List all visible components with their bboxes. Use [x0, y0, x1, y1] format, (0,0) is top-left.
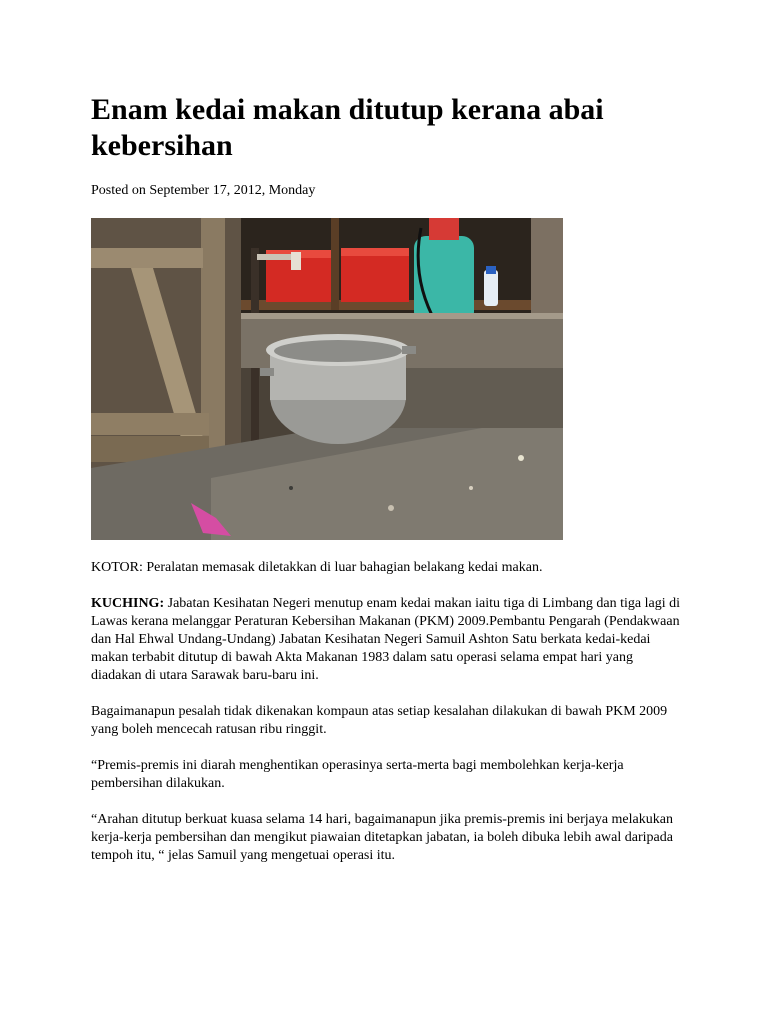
dateline: KUCHING: — [91, 596, 165, 611]
article-paragraph-1 — [91, 595, 681, 685]
article-paragraph-2: Bagaimanapun pesalah tidak dikenakan kompaun atas setiap kesalahan dilakukan di bawah PKM 2009 yang boleh mencecah ratusan ribu ringgit. — [91, 704, 668, 737]
article-title: Enam kedai makan ditutup kerana abai kebersihan — [91, 93, 604, 162]
article-photo — [91, 218, 563, 540]
photo-caption: KOTOR: Peralatan memasak diletakkan di luar bahagian belakang kedai makan. — [91, 560, 543, 575]
paragraph-text: Jabatan Kesihatan Negeri menutup enam kedai makan iaitu tiga di Limbang dan tiga lagi di Lawas kerana melanggar Peraturan Kebersihan Makanan (PKM) 2009.Pembantu Pengarah (Pendakwaan dan Hal Ehwal Undang-Undang) Jabatan Kesihatan Negeri Samuil Ashton Satu berkata kedai-kedai makan terbabit ditutup di bawah Akta Makanan 1983 dalam satu operasi selama empat hari yang diadakan di utara Sarawak baru-baru ini. — [91, 596, 681, 683]
posted-date: Posted on September 17, 2012, Monday — [91, 183, 316, 198]
article-paragraph-4: “Arahan ditutup berkuat kuasa selama 14 hari, bagaimanapun jika premis-premis ini berjaya melakukan kerja-kerja pembersihan dan mengikut piawaian ditetapkan jabatan, ia boleh dibuka lebih awal daripada tempoh itu, “ jelas Samuil yang mengetuai operasi itu. — [91, 812, 673, 863]
article-paragraph-3: “Premis-premis ini diarah menghentikan operasinya serta-merta bagi membolehkan kerja-kerja pembersihan dilakukan. — [91, 758, 624, 791]
